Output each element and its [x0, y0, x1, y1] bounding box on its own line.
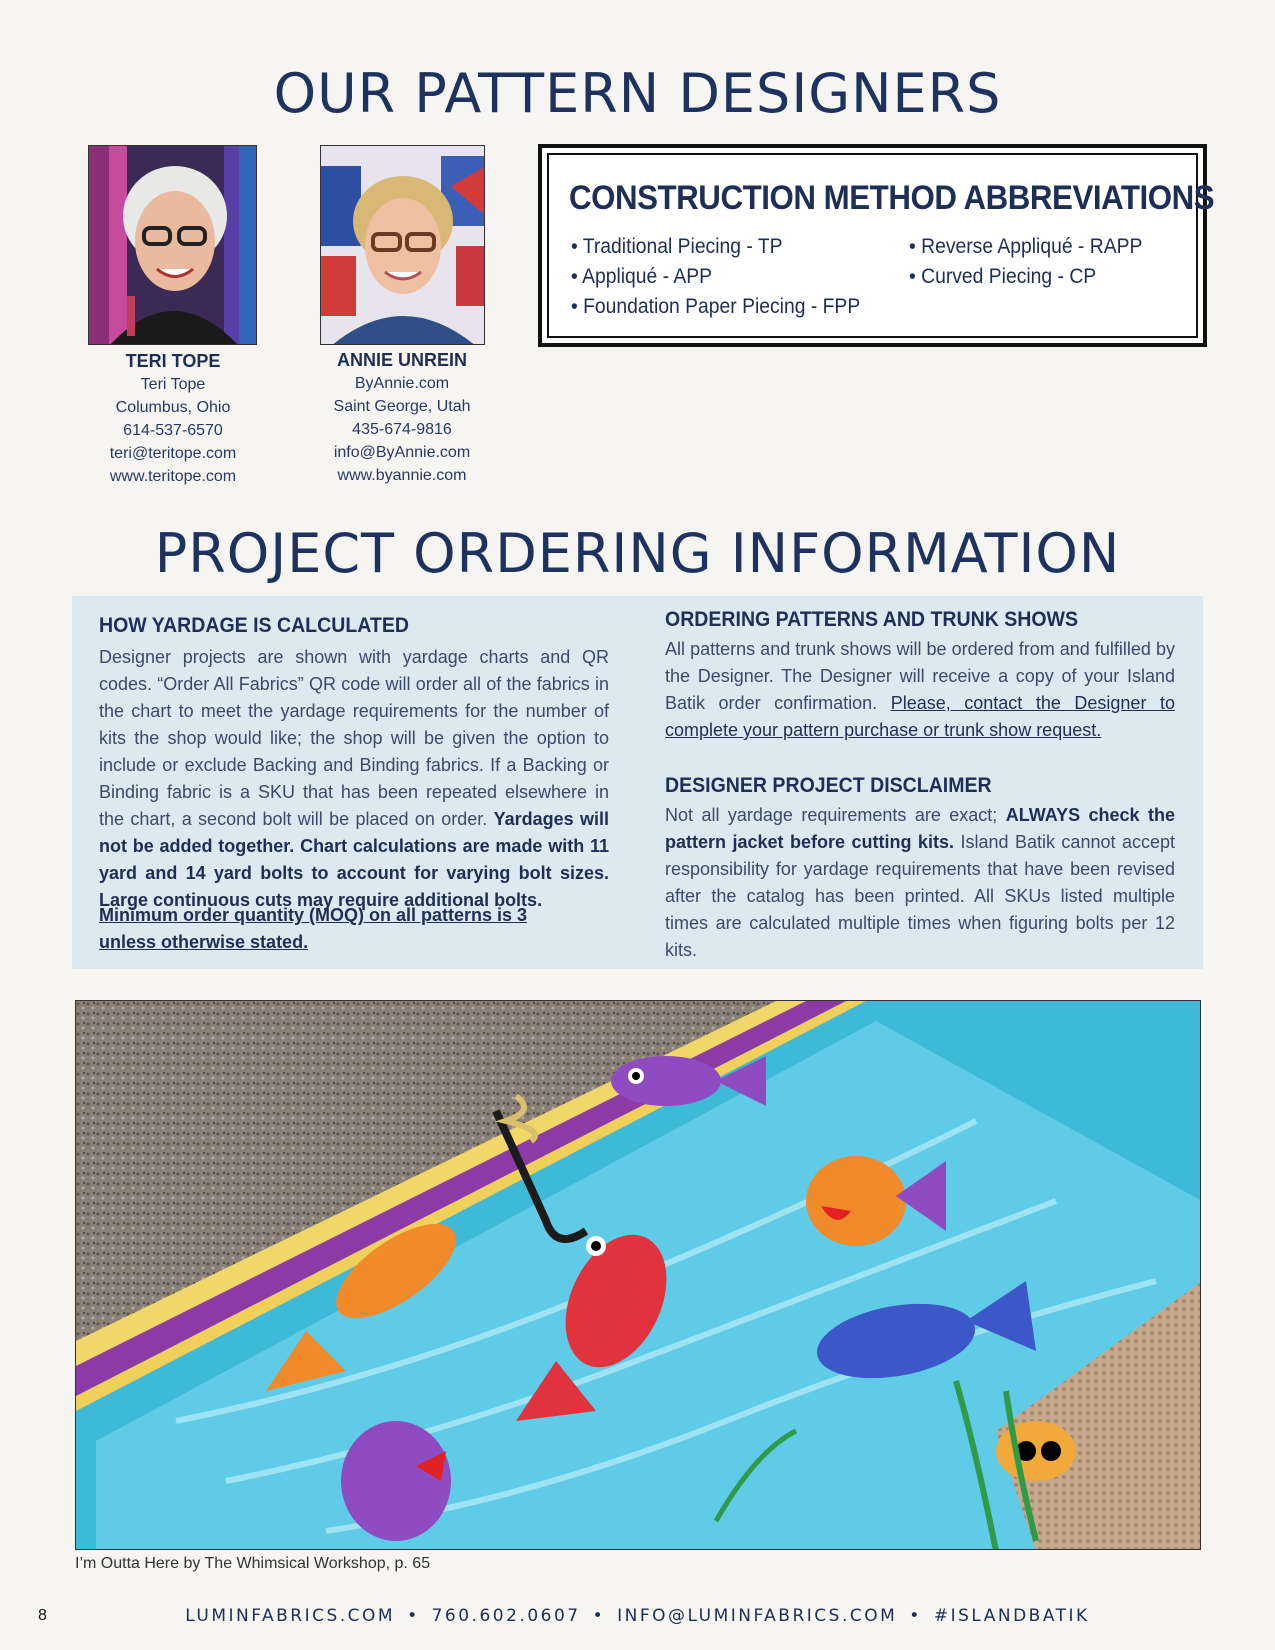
trunk-shows-heading: ORDERING PATTERNS AND TRUNK SHOWS: [665, 608, 1079, 631]
photo-caption: I’m Outta Here by The Whimsical Workshop, p. 65: [75, 1555, 431, 1572]
designer-name: ANNIE UNREIN: [336, 350, 467, 370]
abbreviations-box: [538, 144, 1215, 347]
designer-website[interactable]: www.byannie.com: [337, 467, 467, 484]
designer-photo-annie-unrein: [320, 145, 485, 345]
designer-name: TERI TOPE: [125, 351, 221, 371]
ordering-info-panel: [72, 596, 1203, 969]
yardage-paragraph: [99, 644, 609, 914]
abbreviation-item: • Reverse Appliqué - RAPP: [909, 235, 1143, 258]
footer-email[interactable]: INFO@LUMINFABRICS.COM: [617, 1606, 898, 1626]
yardage-heading: HOW YARDAGE IS CALCULATED: [99, 614, 409, 637]
abbreviation-item: • Foundation Paper Piecing - FPP: [571, 295, 861, 318]
disclaimer-heading: DESIGNER PROJECT DISCLAIMER: [665, 774, 992, 797]
footer-separator: •: [909, 1606, 922, 1626]
designer-info-teri-tope: [73, 350, 273, 488]
footer-phone: 760.602.0607: [431, 1606, 581, 1626]
designer-email[interactable]: info@ByAnnie.com: [333, 444, 471, 461]
abbreviations-title: CONSTRUCTION METHOD ABBREVIATIONS: [569, 179, 1215, 217]
abbreviations-inner-border: [547, 153, 1215, 338]
abbreviation-item: • Curved Piecing - CP: [909, 265, 1097, 288]
disclaimer-text-after: Island Batik cannot accept responsibility for yardage requirements that have been revised after the catalog has been printed. All SKUs listed multiple times are calculated multiple times when figuring bolts per 12 kits.: [665, 832, 1175, 960]
disclaimer-paragraph: [665, 802, 1175, 964]
footer-website[interactable]: LUMINFABRICS.COM: [185, 1606, 396, 1626]
designer-info-annie-unrein: [302, 349, 502, 487]
disclaimer-bold-text: ALWAYS check the pattern jacket before cutting kits.: [665, 805, 1175, 852]
contact-designer-link[interactable]: Please, contact the Designer to complete your pattern purchase or trunk show request.: [665, 693, 1175, 740]
moq-note: Minimum order quantity (MOQ) on all patterns is 3 unless otherwise stated.: [99, 905, 528, 952]
designer-email[interactable]: teri@teritope.com: [109, 445, 237, 462]
abbreviation-item: • Traditional Piecing - TP: [571, 235, 783, 258]
trunk-shows-paragraph: [665, 636, 1175, 744]
designer-phone: 435-674-9816: [352, 421, 452, 438]
yardage-text: Designer projects are shown with yardage charts and QR codes. “Order All Fabrics” QR code will order all of the fabrics in the chart to meet the yardage requirements for the number of kits the shop would like; the shop will be given the option to include or exclude Backing and Binding fabrics. If a Backing or Binding fabric is a SKU that has been repeated elsewhere in the chart, a second bolt will be placed on order.: [99, 647, 609, 829]
footer-separator: •: [592, 1606, 606, 1626]
designer-location: Columbus, Ohio: [115, 399, 231, 416]
footer-separator: •: [407, 1606, 420, 1626]
designer-company[interactable]: ByAnnie.com: [354, 375, 450, 392]
ordering-title: PROJECT ORDERING INFORMATION: [154, 522, 1121, 585]
trunk-shows-text: All patterns and trunk shows will be ordered from and fulfilled by the Designer. The Designer will receive a copy of your Island Batik order confirmation.: [665, 639, 1175, 713]
designer-phone: 614-537-6570: [123, 422, 223, 439]
page-number: 8: [38, 1607, 47, 1624]
abbreviation-item: • Appliqué - APP: [571, 265, 713, 288]
footer-hashtag: #ISLANDBATIK: [933, 1606, 1090, 1626]
designer-company: Teri Tope: [140, 376, 206, 393]
designer-website[interactable]: www.teritope.com: [109, 468, 237, 485]
disclaimer-text-before: Not all yardage requirements are exact;: [665, 805, 998, 825]
designer-location: Saint George, Utah: [333, 398, 471, 415]
quilt-photo: [75, 1000, 1201, 1550]
yardage-bold-text: Yardages will not be added together. Chart calculations are made with 11 yard and 14 yard bolts to account for varying bolt sizes. Large continuous cuts may require additional bolts.: [99, 809, 610, 910]
designers-title: OUR PATTERN DESIGNERS: [273, 62, 1002, 125]
designer-photo-teri-tope: [88, 145, 257, 345]
footer: [0, 1606, 1275, 1626]
